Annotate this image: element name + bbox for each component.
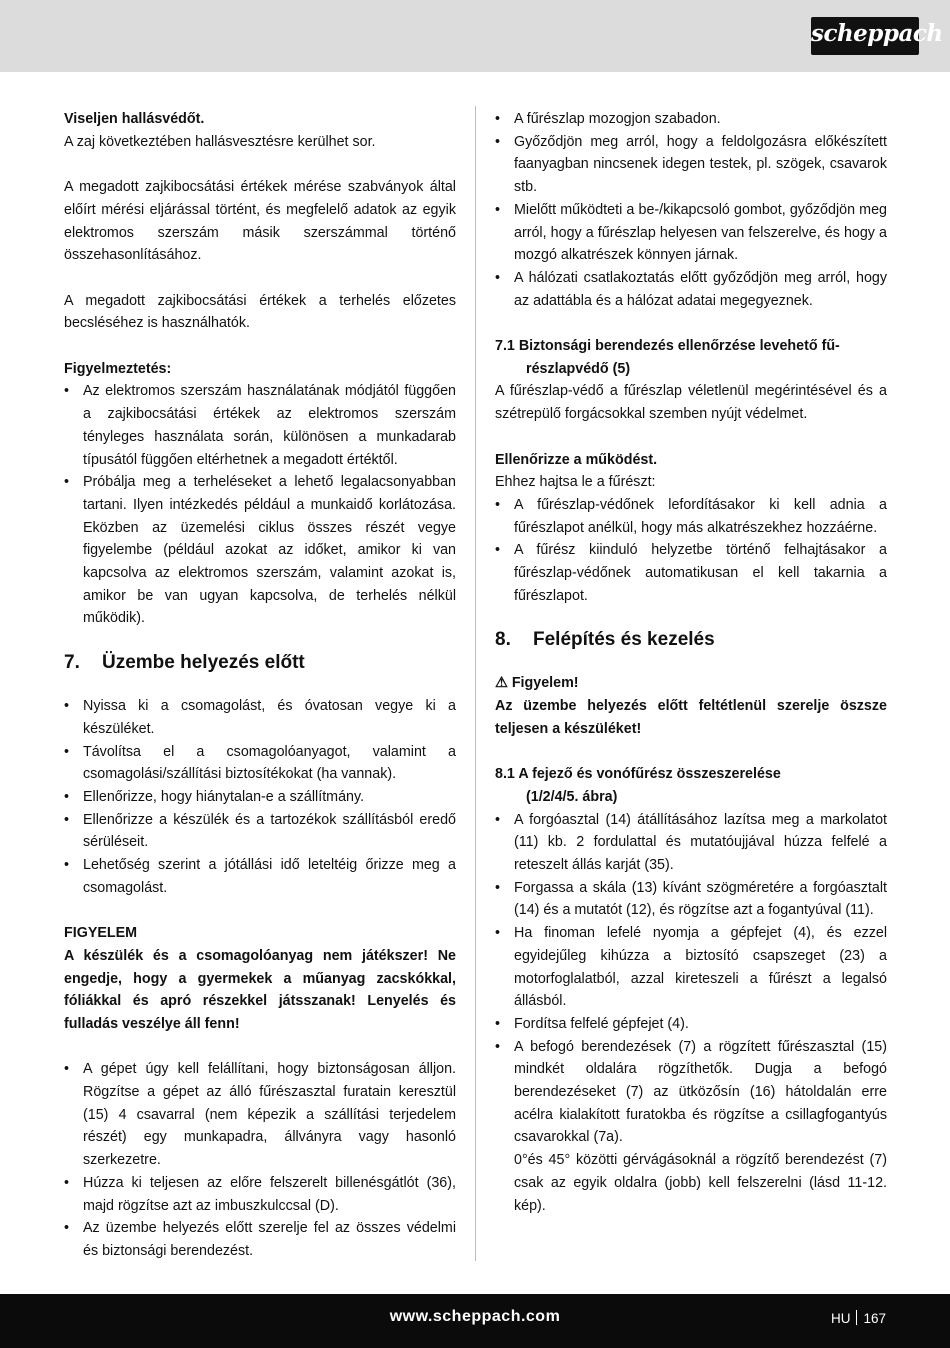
section-8-title: Felépítés és kezelés [533,629,715,651]
list-item: • Az elektromos szerszám használatának módjától függően a zajkibocsátási értékek az elektromos szerszám tényleges használata során, különösen a munkadarab típusától függően eltérhetnek a megadott értéktől. [64,380,456,471]
page-number: 167 [863,1311,886,1326]
list-item: • A hálózati csatlakoztatás előtt győződjön meg arról, hogy az adattábla és a hálózat adatai megegyeznek. [495,267,887,312]
assembly-note: 0°és 45° közötti gérvágásoknál a rögzítő berendezést (7) csak az egyik oldalra (jobb) kell felszerelni (lásd 11-12. kép). [514,1152,887,1214]
page-separator [856,1310,857,1325]
list-item: • A befogó berendezések (7) a rögzített fűrészasztal (15) mindkét oldalára rögzíthetők. Dugja a befogó berendezéseket (7) az ütközősín (16) hátoldalán erre acélra kialakított furatokba és rögzítse a csillagfogantyús csavarokkal (7a). [495,1036,887,1150]
page-footer [0,1294,950,1348]
preparation-list [495,108,887,312]
column-divider [475,106,476,1261]
section-8-1-line1: 8.1 A fejező és vonófűrész összeszerelése [495,766,781,783]
attention-heading [495,672,887,695]
list-item: • Húzza ki teljesen az előre felszerelt billenésgátlót (36), majd rögzítse azt az imbuszkulccsal (D). [64,1172,456,1217]
list-item: • A forgóasztal (14) átállításához lazítsa meg a markolatot (11) kb. 2 fordulattal és mutatóujjával húzza felfelé a reteszelt állás karját (35). [495,809,887,877]
website-link[interactable]: www.scheppach.com [389,1308,561,1325]
noise-paragraph-1: A megadott zajkibocsátási értékek mérése szabványok által előírt mérési eljárással történt, és megfelelő adatok az egyik elektromos szerszám másik szerszámmal történő összehasonlításához. [64,179,456,264]
list-item: • Ha finoman lefelé nyomja a gépfejet (4), és ezzel egyidejűleg kihúzza a biztosító csapszeget (23) a motorfoglalatból, azzal kireteszeli a fűrészt a legalsó állásból. [495,922,887,1013]
list-item: • Ellenőrizze, hogy hiánytalan-e a szállítmány. [64,786,456,809]
list-item: • Próbálja meg a terheléseket a lehető legalacsonyabban tartani. Ilyen intézkedés például a munkaidő korlátozása. Eközben az üzemelési ciklus összes részét vegye figyelembe (például azokat az időket, amikor ki van kapcsolva az elektromos szerszám, valamint azokat is, amikor be van ugyan kapcsolva, de terhelés nélkül működik). [64,471,456,630]
list-item: • A gépet úgy kell felállítani, hogy biztonságosan álljon. Rögzítse a gépet az álló fűrészasztal furatain keresztül (15) 4 csavarral (nem képezik a szállítási terjedelem részét) egy munkapadra, állványra vagy hasonló szerkezetre. [64,1058,456,1172]
section-7-list [64,695,456,899]
section-8-heading [495,627,887,653]
list-item: • A fűrész kiinduló helyzetbe történő felhajtásakor a fűrészlap-védőnek automatikusan el kell takarnia a fűrészlapot. [495,539,887,607]
check-function-text: Ehhez hajtsa le a fűrészt: [495,474,656,491]
left-column [64,108,456,1263]
list-item: • A fűrészlap mozogjon szabadon. [495,108,887,131]
hearing-protection-title: Viseljen hallásvédőt. [64,111,205,127]
list-item: • Távolítsa el a csomagolóanyagot, valamint a csomagolási/szállítási biztosítékokat (ha vannak). [64,741,456,786]
list-item: • Nyissa ki a csomagolást, és óvatosan vegye ki a készüléket. [64,695,456,740]
right-column [495,108,887,1217]
list-item: • Ellenőrizze a készülék és a tartozékok szállításból eredő sérüléseit. [64,809,456,854]
scheppach-logo [811,17,943,55]
section-7-number: 7. [64,652,80,674]
warning-triangle-icon: ⚠ [495,675,508,692]
attention-label: FIGYELEM [64,925,138,942]
attention-text: Az üzembe helyezés előtt feltétlenül szerelje öszsze teljesen a készüléket! [495,698,887,737]
section-7-title: Üzembe helyezés előtt [102,652,305,674]
page-number-label [831,1310,886,1326]
list-item: • Forgassa a skála (13) kívánt szögméretére a forgóasztalt (14) és a mutatót (12), és rögzítse azt a fogantyúval (11). [495,877,887,922]
setup-list [64,1058,456,1262]
hearing-protection-text: A zaj következtében hallásvesztésre kerülhet sor. [64,133,376,150]
section-8-1-heading [495,763,887,808]
section-8-number: 8. [495,629,511,651]
check-list [495,494,887,608]
language-code: HU [830,1311,851,1326]
assembly-list [495,809,887,1150]
list-item: • Lehetőség szerint a jótállási idő leteltéig őrizze meg a csomagolást. [64,854,456,899]
brand-name: scheppach [811,20,943,47]
section-7-1-line2: részlapvédő (5) [526,360,631,377]
noise-paragraph-2: A megadott zajkibocsátási értékek a terhelés előzetes becsléséhez is használhatók. [64,292,456,332]
attention-title: Figyelem! [511,675,579,692]
section-7-1-text: A fűrészlap-védő a fűrészlap véletlenül megérintésével és a szétrepülő forgácsokkal szemben nyújt védelmet. [495,383,887,423]
list-item: • Mielőtt működteti a be-/kikapcsoló gombot, győződjön meg arról, hogy a fűrészlap helyesen van felszerelve, és hogy a mozgó alkatrészek könnyen járnak. [495,199,887,267]
section-7-1-heading [495,335,887,380]
list-item: • Győződjön meg arról, hogy a feldolgozásra előkészített faanyagban nincsenek idegen testek, pl. szögek, csavarok stb. [495,131,887,199]
check-function-title: Ellenőrizze a működést. [495,451,658,468]
section-7-heading [64,650,456,676]
attention-warning-text: A készülék és a csomagolóanyag nem játékszer! Ne engedje, hogy a gyermekek a műanyag zacskókkal, fóliákkal és apró részekkel játsszanak! Lenyelés és fulladás veszélye áll fenn! [64,947,456,1032]
list-item: • Fordítsa felfelé gépfejet (4). [495,1013,887,1036]
list-item: • A fűrészlap-védőnek lefordításakor ki kell adnia a fűrészlapot anélkül, hogy más alkatrészekhez hozzáérne. [495,494,887,539]
section-7-1-line1: 7.1 Biztonsági berendezés ellenőrzése levehető fű- [495,338,840,355]
list-item: • Az üzembe helyezés előtt szerelje fel az összes védelmi és biztonsági berendezést. [64,1217,456,1262]
warning-title: Figyelmeztetés: [64,360,172,377]
page-header [0,0,950,72]
warning-list [64,380,456,630]
section-8-1-line2: (1/2/4/5. ábra) [526,788,618,805]
